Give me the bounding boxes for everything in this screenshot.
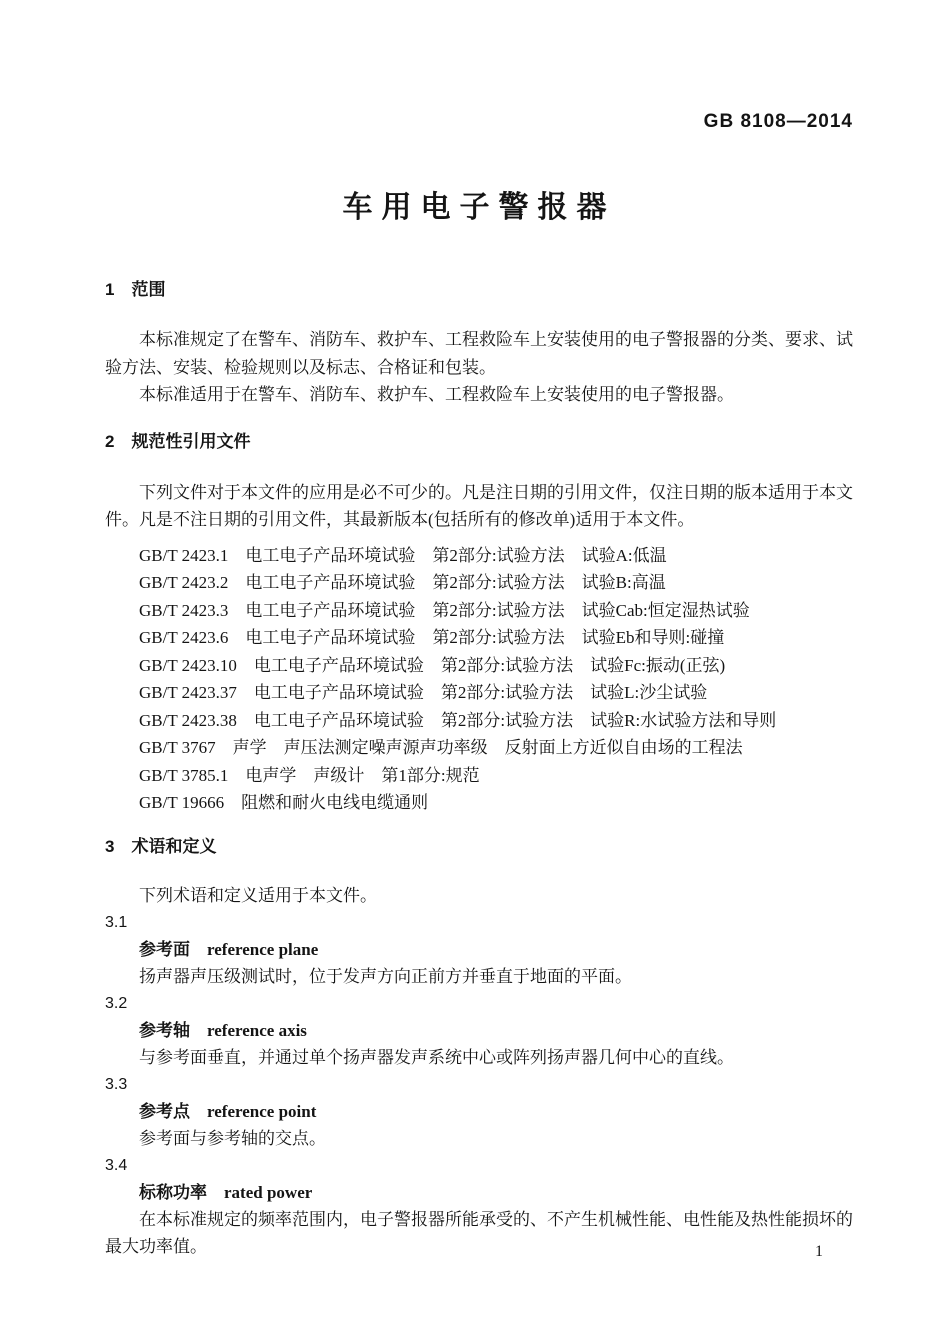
references-intro: 下列文件对于本文件的应用是必不可少的。凡是注日期的引用文件，仅注日期的版本适用于本文件。凡是不注日期的引用文件，其最新版本(包括所有的修改单)适用于本文件。 xyxy=(105,482,853,529)
page-number: 1 xyxy=(815,1243,823,1260)
section-heading-terms: 3 术语和定义 xyxy=(105,836,217,856)
reference-item: GB/T 2423.10 电工电子产品环境试验 第2部分:试验方法 试验Fc:振动(正弦) xyxy=(139,655,726,675)
scope-paragraphs xyxy=(105,326,853,409)
reference-item: GB/T 3767 声学 声压法测定噪声源声功率级 反射面上方近似自由场的工程法 xyxy=(139,738,743,757)
reference-item: GB/T 19666 阻燃和耐火电线电缆通则 xyxy=(139,793,429,812)
term-number: 3.3 xyxy=(105,1075,128,1093)
term-entry xyxy=(105,1071,853,1152)
terms-block xyxy=(105,882,853,1260)
term-entry xyxy=(105,990,853,1071)
term-number: 3.1 xyxy=(105,913,128,931)
term-chinese: 参考面 xyxy=(139,939,190,959)
term-english: reference plane xyxy=(207,939,319,959)
term-title xyxy=(105,1017,853,1044)
term-english: rated power xyxy=(224,1182,313,1202)
term-definition: 参考面与参考轴的交点。 xyxy=(139,1128,326,1148)
reference-item: GB/T 2423.2 电工电子产品环境试验 第2部分:试验方法 试验B:高温 xyxy=(139,573,666,592)
term-definition: 扬声器声压级测试时，位于发声方向正前方并垂直于地面的平面。 xyxy=(139,966,632,986)
section-heading-normative-references: 2 规范性引用文件 xyxy=(105,431,251,451)
term-number: 3.4 xyxy=(105,1156,128,1174)
term-entry xyxy=(105,1152,853,1260)
term-chinese: 参考点 xyxy=(139,1101,190,1121)
term-chinese: 标称功率 xyxy=(139,1182,207,1202)
reference-item: GB/T 2423.6 电工电子产品环境试验 第2部分:试验方法 试验Eb和导则:碰撞 xyxy=(139,628,725,647)
reference-item: GB/T 3785.1 电声学 声级计 第1部分:规范 xyxy=(139,765,480,785)
standard-code: GB 8108—2014 xyxy=(703,111,853,132)
reference-item: GB/T 2423.38 电工电子产品环境试验 第2部分:试验方法 试验R:水试验方法和导则 xyxy=(139,710,777,730)
term-title xyxy=(105,1179,853,1206)
term-chinese: 参考轴 xyxy=(139,1020,190,1040)
document-title: 车用电子警报器 xyxy=(342,191,616,224)
reference-item: GB/T 2423.3 电工电子产品环境试验 第2部分:试验方法 试验Cab:恒定湿热试验 xyxy=(139,600,750,620)
reference-item: GB/T 2423.1 电工电子产品环境试验 第2部分:试验方法 试验A:低温 xyxy=(139,545,667,565)
term-title xyxy=(105,936,853,963)
term-number: 3.2 xyxy=(105,994,128,1012)
scope-paragraph: 本标准适用于在警车、消防车、救护车、工程救险车上安装使用的电子警报器。 xyxy=(139,385,734,404)
references-list xyxy=(105,542,853,817)
term-english: reference point xyxy=(207,1101,317,1121)
scope-paragraph: 本标准规定了在警车、消防车、救护车、工程救险车上安装使用的电子警报器的分类、要求、试验方法、安装、检验规则以及标志、合格证和包装。 xyxy=(105,330,853,377)
references-intro-group xyxy=(105,479,853,534)
reference-item: GB/T 2423.37 电工电子产品环境试验 第2部分:试验方法 试验L:沙尘试验 xyxy=(139,683,708,702)
term-entry xyxy=(105,909,853,990)
section-heading-scope: 1 范围 xyxy=(105,280,166,299)
term-definition: 与参考面垂直，并通过单个扬声器发声系统中心或阵列扬声器几何中心的直线。 xyxy=(139,1047,734,1067)
terms-intro: 下列术语和定义适用于本文件。 xyxy=(139,885,377,905)
term-definition: 在本标准规定的频率范围内，电子警报器所能承受的、不产生机械性能、电性能及热性能损坏的最大功率值。 xyxy=(105,1209,853,1256)
term-english: reference axis xyxy=(207,1020,307,1040)
term-title xyxy=(105,1098,853,1125)
